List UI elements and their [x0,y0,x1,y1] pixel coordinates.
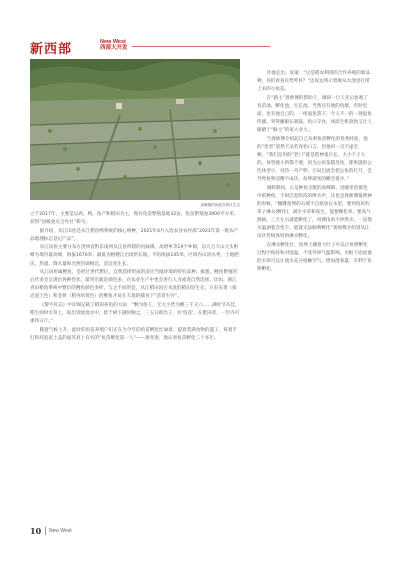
left-column [30,211,240,344]
photo-caption: 高峰镇的鱼稻共养区生态 [200,203,240,207]
masthead-logo: 新西部 [30,42,73,57]
paragraph: 立于2017年，主要是以鸡、鸭、鱼产和稻田为主，现有鱼苗繁殖基地32亩，鱼苗繁殖池3900平方米，获得“县级重点合作社”称号。 [30,212,239,226]
masthead [30,38,240,57]
masthead-subtitle-cn: 西部大开发 [100,45,128,51]
paragraph: 从江田鱼属鲤鱼，是经过世代繁衍，自然选择形成的适应当地环境的特有品种。据悉，鲤鱼繁殖的后代多会呈现出各种性状，最突出就是颜色多，在农业生产中也会进行人为或者自然选择。比如，浙江青田稻鱼系统中繁衍的鲤鱼颜色多样，与之不同的是，从江稻田因在水洗的稻田里生长，只有灰黄（接近泥土色）和金黄（稻谷的黄色）的鲤鱼才易在天敌的捕食下“适者生存”。 [30,270,238,300]
right-column [257,70,372,275]
header-divider [132,46,270,47]
paragraph: 从江田鱼主要分布在贵州省黔东南州从江县所辖的丙妹镇、高增乡等19个乡镇，以九万大山元头野峰为境内最高峰，海拔1670米；最低为榕楼江出境的长坡，平均海拔145米。区域内山清水秀，土地肥沃，热量、降水量和光照热调相宜，适宜鱼生长。 [30,245,239,267]
masthead-subtitle [100,39,128,51]
paragraph: 《黎平府志》中详细记载了稻田养鱼的方法：“颗为鱼王，无大小皆为鲤三千又六……满时节从佳，稻生则时水草上，取出别放池水中，留于树下副时顺之，三五日即出子，名'鱼花'。在肥田者，一年内可重四五斤。” [30,303,240,325]
footer-magazine-name: New West [49,527,72,534]
paragraph: 待他走出，说道：“这是稻农利用的合作养殖的新品种，你们看看长势咋样？”边说边将示着刚从水池里打捞上来的小鱼苗。 [257,71,371,93]
rice-field-illustration [30,59,240,200]
paragraph: 当龚师傅介绍起自己从事鱼苗孵化的优秀经验，他的“贵者”道然天朵若育始口言，但他讲一点不虚宏啊，“我们是用的“老口”就是搭神鬼巨长、大小个子大的，体型瘦小的都不要，因为公鱼鉴越母鱼，郁果就的公色体型小，母热一舟产卵，它局巴流会把公鱼的打开，会导致鱼卵浸精不成功，鱼卵就死的概会很少。” [257,136,372,183]
paragraph: 在“路主”龚师傅的帮助下，调研一行人先后参观了育苗池、孵化池、生长池。当然还有他的鱼塘，有时里面，也有他自己的，一组面鱼游下，令人不一的一现鼠鱼传播。突得睡眼认圆鼓、鱼口夺食，场面生机勃勃又让人眼睛于“路主”的家大业大。 [257,95,372,134]
paragraph: 调研期间，正是种鱼交配的高峰期，池塘里的群色中的种鱼，不时泛起阵阵的哗水声，这也是龚师傅最费神的时候，“雌雌鱼卵的石墙不自接放在水里，要到鱼好的草子淋水(孵化)，减少水草和发生，能便哪化率，要高气源格。三天左右就能孵化了，用测浅看不停然水，一直都水温剥着会变千，能就无法顺利孵化”龚师傅介绍到从江田区传统体特的淋水孵化。 [257,185,372,240]
footer-divider [45,527,46,535]
rice-field-photo [30,59,240,200]
masthead-subtitle-en: New West [100,39,126,45]
paragraph: 在淋水孵化区，鱼卵上捆着大叶子可以让鱼卵孵化过程中保持和对湿温，不受外界气温影响。水框下面放置的水帘可以让流水充分接触空气，增加溶氧量，有利于鱼卵孵化。 [257,242,372,273]
paragraph: 据介绍，从江田鱼是从江稻鱼鸭系统的核心物种，2021年4月入选农业农村部“2021年第一批农产品地理标志登记产品”。 [30,228,239,242]
page-number: 10 [30,526,42,536]
paragraph: 随着气候上升，此时的鱼苗养殖户们正在为今年的鱼苗孵化忙碌着。提着装满食物的篮子，挥着手打和环泡泥土盖的面苏县上有名的“鱼苗孵化第一人”——龚青春，他认事鱼苗孵化二十多年。 [30,327,238,341]
